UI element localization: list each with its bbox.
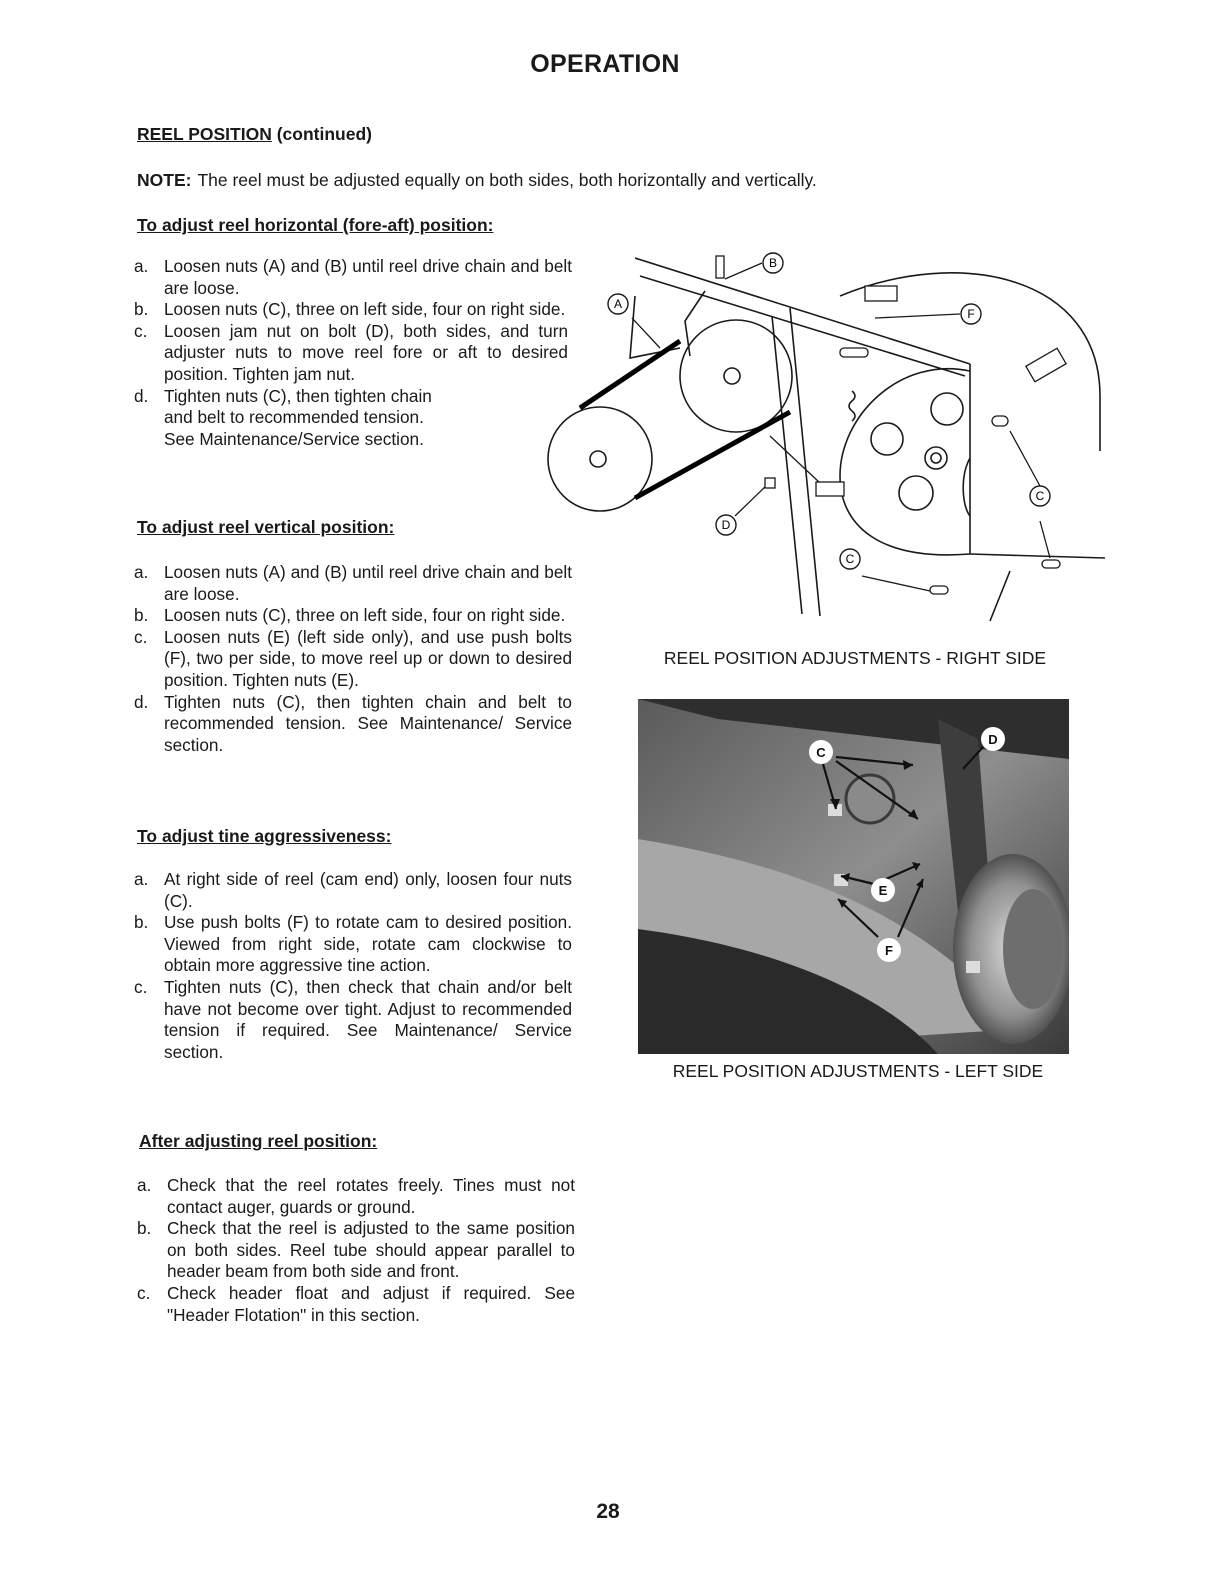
list-item bbox=[134, 299, 572, 321]
section-heading bbox=[137, 124, 372, 145]
list-item bbox=[137, 1218, 575, 1283]
nut-icon bbox=[1042, 560, 1060, 568]
step-text: Loosen jam nut on bolt (D), both sides, and turn adjuster nuts to move reel fore or aft to desired position. Tighten jam nut. bbox=[164, 320, 568, 384]
step-letter: b. bbox=[137, 1218, 152, 1239]
callout-b: B bbox=[768, 256, 778, 270]
step-text: Loosen nuts (E) (left side only), and use push bolts (F), two per side, to move reel up or down to desired position. Tighten nuts (E). bbox=[164, 626, 572, 690]
list-item bbox=[137, 1175, 575, 1218]
lower-pulley-hub bbox=[590, 451, 606, 467]
note bbox=[137, 170, 937, 191]
step-letter: c. bbox=[134, 976, 148, 997]
callout-c2: C bbox=[845, 552, 855, 566]
callout-f: F bbox=[967, 307, 975, 321]
list-item bbox=[134, 386, 572, 451]
upper-pulley bbox=[680, 320, 792, 432]
after-heading: After adjusting reel position: bbox=[139, 1131, 378, 1151]
step-text: Use push bolts (F) to rotate cam to desired position. Viewed from right side, rotate cam clockwise to obtain more aggressive tine action. bbox=[164, 912, 572, 976]
leader-line-c2 bbox=[862, 576, 930, 591]
right-side-caption: REEL POSITION ADJUSTMENTS - RIGHT SIDE bbox=[663, 648, 1047, 668]
reel-wheel bbox=[840, 369, 970, 555]
bolt-icon bbox=[716, 256, 724, 278]
right-side-diagram bbox=[540, 236, 1120, 626]
horizontal-heading: To adjust reel horizontal (fore-aft) position: bbox=[137, 215, 494, 235]
callout-e: E bbox=[878, 883, 888, 898]
reel-arc bbox=[963, 458, 970, 516]
list-item bbox=[134, 869, 572, 912]
step-text: Loosen nuts (C), three on left side, four on right side. bbox=[164, 299, 566, 320]
vertical-steps bbox=[134, 562, 572, 756]
step-text: Check that the reel rotates freely. Tines must not contact auger, guards or ground. bbox=[167, 1175, 575, 1217]
bolt-icon bbox=[865, 286, 897, 301]
step-letter: a. bbox=[134, 869, 149, 889]
bolt-icon bbox=[765, 478, 775, 488]
upper-pulley-hub bbox=[724, 368, 740, 384]
note-label: NOTE: bbox=[137, 170, 192, 190]
tine-heading: To adjust tine aggressiveness: bbox=[137, 826, 392, 846]
leader-line-c1b bbox=[1040, 521, 1050, 558]
list-item bbox=[134, 605, 572, 627]
list-item bbox=[134, 912, 572, 977]
callout-f: F bbox=[885, 943, 893, 958]
step-letter: d. bbox=[134, 385, 149, 406]
list-item bbox=[134, 977, 572, 1063]
frame-line bbox=[990, 571, 1010, 621]
step-letter: b. bbox=[134, 299, 149, 320]
callout-c: C bbox=[816, 745, 826, 760]
step-letter: c. bbox=[134, 626, 148, 647]
step-text: Tighten nuts (C), then tighten chain and belt to recommended tension. See Maintenance/ Service section. bbox=[164, 691, 572, 755]
step-letter: a. bbox=[134, 562, 149, 582]
spring bbox=[849, 391, 855, 421]
callout-c1: C bbox=[1035, 489, 1045, 503]
list-item bbox=[134, 627, 572, 692]
callout-a: A bbox=[613, 297, 623, 311]
step-letter: b. bbox=[134, 605, 149, 626]
step-letter: c. bbox=[134, 320, 148, 341]
post-line bbox=[772, 316, 802, 614]
leader-line-a bbox=[632, 318, 660, 348]
section-heading-suffix: (continued) bbox=[271, 124, 372, 144]
reel-hub-center bbox=[931, 453, 941, 463]
horizontal-steps bbox=[134, 256, 572, 450]
list-item bbox=[137, 1283, 575, 1326]
bolt-icon bbox=[1026, 348, 1066, 382]
after-steps bbox=[137, 1175, 575, 1326]
leader-line-c1 bbox=[1010, 431, 1040, 486]
step-letter: d. bbox=[134, 691, 149, 712]
photo-gearbox-face bbox=[1003, 889, 1063, 1009]
note-text: The reel must be adjusted equally on both sides, both horizontally and vertically. bbox=[197, 170, 817, 190]
step-text: At right side of reel (cam end) only, loosen four nuts (C). bbox=[164, 869, 572, 911]
post-line bbox=[790, 308, 820, 616]
step-text: Check header float and adjust if required. See "Header Flotation" in this section. bbox=[167, 1282, 575, 1325]
list-item bbox=[134, 562, 572, 605]
step-letter: c. bbox=[137, 1282, 151, 1303]
reel-hub bbox=[925, 447, 947, 469]
photo-hub bbox=[846, 775, 894, 823]
bolt-icon bbox=[816, 482, 844, 496]
step-letter: a. bbox=[134, 256, 149, 276]
nut-icon bbox=[992, 416, 1008, 426]
step-text: Check that the reel is adjusted to the same position on both sides. Reel tube should appear parallel to header beam from both side and front. bbox=[167, 1218, 575, 1282]
left-side-caption: REEL POSITION ADJUSTMENTS - LEFT SIDE bbox=[672, 1061, 1044, 1081]
step-letter: a. bbox=[137, 1175, 152, 1195]
leader-line-d bbox=[735, 484, 768, 516]
frame-line bbox=[970, 554, 1105, 558]
step-text: Tighten nuts (C), then tighten chain and belt to recommended tension. See Maintenance/Service section. bbox=[164, 385, 432, 449]
leader-line-f bbox=[875, 314, 960, 318]
list-item bbox=[134, 256, 572, 299]
frame-line bbox=[640, 276, 965, 376]
step-text: Loosen nuts (C), three on left side, four on right side. bbox=[164, 605, 566, 626]
reel-hole bbox=[871, 423, 903, 455]
frame-line bbox=[635, 258, 970, 364]
section-heading-main: REEL POSITION bbox=[137, 124, 272, 144]
step-text: Loosen nuts (A) and (B) until reel drive chain and belt are loose. bbox=[164, 562, 572, 604]
leader-line-b bbox=[725, 263, 762, 279]
reel-hole bbox=[931, 393, 963, 425]
page-title: OPERATION bbox=[530, 50, 680, 78]
step-letter: b. bbox=[134, 912, 149, 933]
photo-nut bbox=[966, 961, 980, 973]
list-item bbox=[134, 321, 572, 386]
callout-d: D bbox=[988, 732, 998, 747]
page-number: 28 bbox=[596, 1500, 620, 1523]
tine-steps bbox=[134, 869, 572, 1063]
leader-line-d2 bbox=[770, 436, 820, 483]
list-item bbox=[134, 692, 572, 757]
vertical-heading: To adjust reel vertical position: bbox=[137, 517, 395, 537]
step-text: Loosen nuts (A) and (B) until reel drive chain and belt are loose. bbox=[164, 256, 572, 298]
reel-hole bbox=[899, 476, 933, 510]
nut-icon bbox=[930, 586, 948, 594]
step-text: Tighten nuts (C), then check that chain and/or belt have not become over tight. Adjust to recommended tension if required. See Maintenance/ Service section. bbox=[164, 976, 572, 1062]
left-side-photo bbox=[638, 699, 1069, 1054]
nut-icon bbox=[840, 348, 868, 357]
callout-d: D bbox=[721, 518, 731, 532]
